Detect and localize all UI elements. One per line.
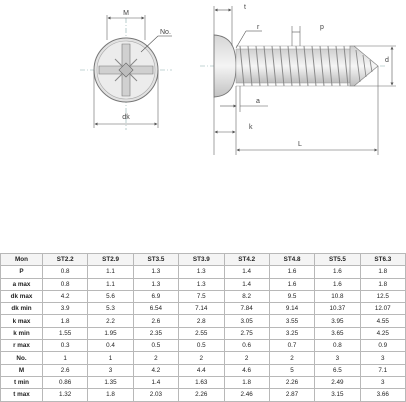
table-cell: 1.4 — [224, 266, 269, 278]
table-cell: 1.63 — [179, 376, 224, 388]
table-cell: 3 — [360, 376, 405, 388]
table-cell: 1.95 — [88, 327, 133, 339]
table-cell: 1.1 — [88, 266, 133, 278]
table-cell: 1.55 — [43, 327, 88, 339]
table-cell: 12.5 — [360, 290, 405, 302]
specification-table — [0, 253, 406, 402]
table-cell: 4.25 — [360, 327, 405, 339]
table-cell: 3.66 — [360, 389, 405, 401]
table-cell: 1.3 — [133, 266, 178, 278]
table-cell: 2.75 — [224, 327, 269, 339]
table-cell: 3.65 — [315, 327, 360, 339]
table-cell: 7.5 — [179, 290, 224, 302]
table-cell: 3 — [88, 364, 133, 376]
column-header: ST3.9 — [179, 254, 224, 266]
table-cell: 1.35 — [88, 376, 133, 388]
table-row — [1, 376, 406, 388]
table-cell: 1.8 — [224, 376, 269, 388]
dk-dimension-label: dk — [122, 114, 130, 121]
table-cell: 1.3 — [133, 278, 178, 290]
row-label: P — [1, 266, 43, 278]
table-cell: 2 — [179, 352, 224, 364]
table-cell: 5.3 — [88, 303, 133, 315]
table-cell: 1.4 — [133, 376, 178, 388]
table-cell: 4.55 — [360, 315, 405, 327]
table-cell: 7.84 — [224, 303, 269, 315]
table-cell: 5.6 — [88, 290, 133, 302]
table-cell: 3 — [360, 352, 405, 364]
r-dimension-label: r — [257, 24, 260, 31]
table-cell: 4.2 — [43, 290, 88, 302]
table-cell: 0.5 — [133, 340, 178, 352]
t-dimension-label: t — [244, 4, 246, 11]
column-header: ST3.5 — [133, 254, 178, 266]
row-label: k max — [1, 315, 43, 327]
table-cell: 10.37 — [315, 303, 360, 315]
table-cell: 9.14 — [269, 303, 314, 315]
table-cell: 2.35 — [133, 327, 178, 339]
column-header: Mon — [1, 254, 43, 266]
table-cell: 1.8 — [43, 315, 88, 327]
row-label: t max — [1, 389, 43, 401]
p-dimension-label: p — [320, 24, 324, 31]
row-label: a max — [1, 278, 43, 290]
no-dimension-label: No. — [160, 29, 171, 36]
table-cell: 3.05 — [224, 315, 269, 327]
table-cell: 2 — [133, 352, 178, 364]
table-cell: 2.26 — [269, 376, 314, 388]
table-cell: 0.8 — [43, 278, 88, 290]
table-cell: 0.6 — [224, 340, 269, 352]
column-header: ST5.5 — [315, 254, 360, 266]
table-cell: 12.07 — [360, 303, 405, 315]
table-cell: 0.9 — [360, 340, 405, 352]
table-row — [1, 352, 406, 364]
table-cell: 0.3 — [43, 340, 88, 352]
table-cell: 5 — [269, 364, 314, 376]
table-cell: 2.46 — [224, 389, 269, 401]
m-dimension-label: M — [123, 10, 129, 17]
table-cell: 1.8 — [360, 266, 405, 278]
table-cell: 2.6 — [133, 315, 178, 327]
table-cell: 3.9 — [43, 303, 88, 315]
column-header: ST4.8 — [269, 254, 314, 266]
row-label: k min — [1, 327, 43, 339]
table-cell: 2 — [269, 352, 314, 364]
table-row — [1, 340, 406, 352]
table-cell: 6.54 — [133, 303, 178, 315]
table-cell: 3 — [315, 352, 360, 364]
table-cell: 0.86 — [43, 376, 88, 388]
table-cell: 1 — [88, 352, 133, 364]
table-cell: 2.03 — [133, 389, 178, 401]
table-cell: 1.6 — [269, 266, 314, 278]
row-label: No. — [1, 352, 43, 364]
table-cell: 9.5 — [269, 290, 314, 302]
table-cell: 0.8 — [43, 266, 88, 278]
column-header: ST6.3 — [360, 254, 405, 266]
table-cell: 7.1 — [360, 364, 405, 376]
table-cell: 1.3 — [179, 266, 224, 278]
table-cell: 6.9 — [133, 290, 178, 302]
k-dimension-label: k — [249, 124, 253, 131]
table-cell: 2.87 — [269, 389, 314, 401]
a-dimension-label: a — [256, 98, 260, 105]
table-cell: 2.6 — [43, 364, 88, 376]
table-cell: 0.8 — [315, 340, 360, 352]
table-header-row — [1, 254, 406, 266]
table-row — [1, 278, 406, 290]
table-cell: 8.2 — [224, 290, 269, 302]
table-cell: 3.15 — [315, 389, 360, 401]
table-row — [1, 266, 406, 278]
table-cell: 0.5 — [179, 340, 224, 352]
row-label: t min — [1, 376, 43, 388]
table-cell: 2.26 — [179, 389, 224, 401]
column-header: ST2.9 — [88, 254, 133, 266]
row-label: dk max — [1, 290, 43, 302]
table-row — [1, 290, 406, 302]
head-front-view — [80, 10, 172, 130]
row-label: r max — [1, 340, 43, 352]
table-cell: 3.55 — [269, 315, 314, 327]
table-cell: 1.6 — [315, 266, 360, 278]
table-cell: 6.5 — [315, 364, 360, 376]
row-label: dk min — [1, 303, 43, 315]
row-label: M — [1, 364, 43, 376]
table-row — [1, 315, 406, 327]
table-cell: 0.4 — [88, 340, 133, 352]
table-cell: 4.2 — [133, 364, 178, 376]
column-header: ST2.2 — [43, 254, 88, 266]
table-row — [1, 389, 406, 401]
d-dimension-label: d — [385, 57, 389, 64]
table-cell: 4.6 — [224, 364, 269, 376]
table-cell: 1.6 — [269, 278, 314, 290]
table-cell: 10.8 — [315, 290, 360, 302]
column-header: ST4.2 — [224, 254, 269, 266]
table-row — [1, 303, 406, 315]
table-cell: 2 — [224, 352, 269, 364]
table-cell: 1.32 — [43, 389, 88, 401]
table-cell: 7.14 — [179, 303, 224, 315]
table-cell: 1.8 — [88, 389, 133, 401]
table-cell: 1.6 — [315, 278, 360, 290]
screw-side-view — [200, 4, 396, 155]
table-row — [1, 364, 406, 376]
table-cell: 2.49 — [315, 376, 360, 388]
table-cell: 3.95 — [315, 315, 360, 327]
table-cell: 1.3 — [179, 278, 224, 290]
table-cell: 1.8 — [360, 278, 405, 290]
table-cell: 1.4 — [224, 278, 269, 290]
l-dimension-label: L — [298, 141, 302, 148]
table-cell: 1 — [43, 352, 88, 364]
table-cell: 0.7 — [269, 340, 314, 352]
table-cell: 4.4 — [179, 364, 224, 376]
table-row — [1, 327, 406, 339]
table-cell: 2.2 — [88, 315, 133, 327]
table-cell: 1.1 — [88, 278, 133, 290]
table-cell: 3.25 — [269, 327, 314, 339]
table-cell: 2.55 — [179, 327, 224, 339]
table-cell: 2.8 — [179, 315, 224, 327]
